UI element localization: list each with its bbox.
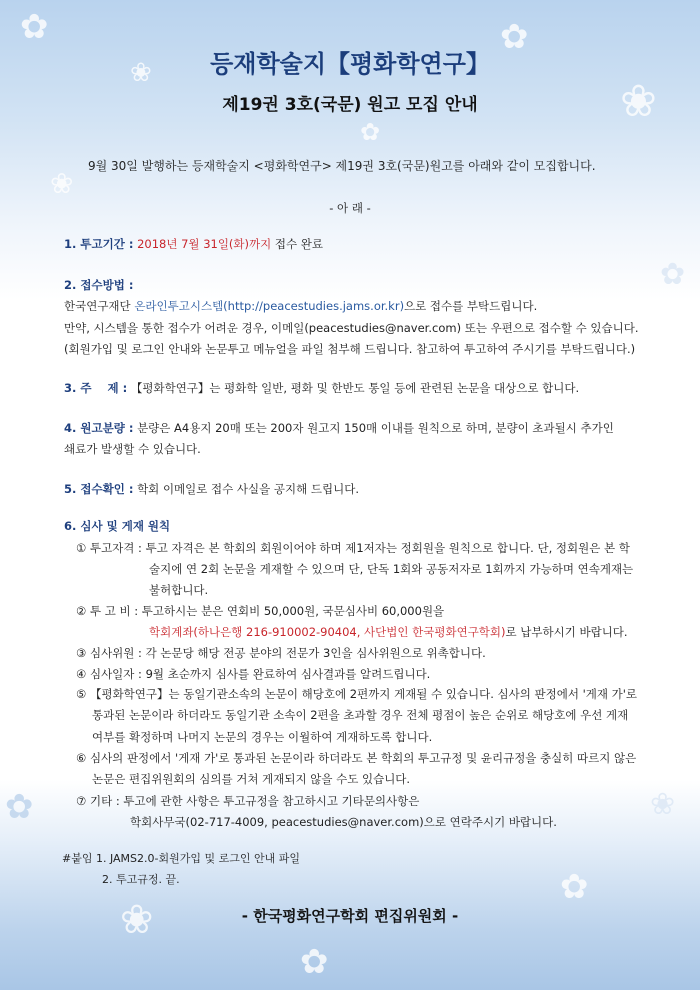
section-text: 접수 완료 [274,237,323,251]
document-subtitle: 제19권 3호(국문) 원고 모집 안내 [222,95,478,115]
section-label: 3. 주 제 : [64,381,128,395]
flower-icon: ✿ [560,867,589,907]
flower-icon: ✿ [360,118,381,146]
section-label: 4. 원고분량 : [64,421,134,435]
section-text: 분량은 A4용지 20매 또는 200자 원고지 150매 이내를 원칙으로 하며, 분량이 초과될시 추가인 [137,421,614,435]
review-item: ④ 심사일자 : 9월 초순까지 심사를 완료하여 심사결과를 알려드립니다. [76,667,431,681]
flower-icon: ❀ [620,76,657,127]
review-item: 여부를 확정하며 나머지 논문의 경우는 이월하여 게재하도록 합니다. [92,730,433,744]
section-label: 6. 심사 및 게재 원칙 [64,519,171,533]
attachment-item: 2. 투고규정. 끝. [102,873,180,886]
section-submission-period [64,236,323,252]
flower-icon: ❀ [650,787,676,822]
section-length [64,420,614,436]
flower-icon: ✿ [20,7,49,47]
submission-method-line: 만약, 시스템을 통한 접수가 어려운 경우, 이메일(peacestudies@naver.com) 또는 우편으로 접수할 수 있습니다. [64,321,639,335]
flower-icon: ❀ [120,897,154,943]
flower-icon: ✿ [500,17,529,57]
section-label: 2. 접수방법 : [64,278,134,292]
review-item: ⑦ 기타 : 투고에 관한 사항은 투고규정을 참고하시고 기타문의사항은 [76,794,420,808]
section-text: 한국연구재단 [64,299,131,313]
section-label: 5. 접수확인 : [64,482,134,496]
attachment-item: #붙임 1. JAMS2.0-회원가입 및 로그인 안내 파일 [62,852,300,865]
section-text: 학회 이메일로 접수 사실을 공지해 드립니다. [137,482,359,496]
section-label: 1. 투고기간 : [64,237,134,251]
flower-icon: ✿ [5,787,34,827]
section-text: 으로 접수를 부탁드립니다. [404,299,538,313]
section-text: 쇄료가 발생할 수 있습니다. [64,442,201,456]
review-item: ③ 심사위원 : 각 논문당 해당 전공 분야의 전문가 3인을 심사위원으로 위촉합니다. [76,646,486,660]
section-text: 【평화학연구】는 평화학 일반, 평화 및 한반도 통일 등에 관련된 논문을 대상으로 합니다. [130,381,580,395]
notice-label: - 아 래 - [329,201,371,215]
submission-method-line [64,298,537,314]
review-item: ⑤ 【평화학연구】는 동일기관소속의 논문이 해당호에 2편까지 게재될 수 있습니다. 심사의 판정에서 '게재 가'로 [76,687,638,701]
flower-icon: ❀ [50,167,74,200]
section-topic [64,380,579,396]
review-item [149,624,628,640]
review-item: 통과된 논문이라 하더라도 동일기관 소속이 2편을 초과할 경우 전체 평점이 높은 순위로 해당호에 우선 게재 [92,708,629,722]
review-item: ② 투 고 비 : 투고하시는 분은 연회비 50,000원, 국문심사비 60,000원을 [76,604,445,618]
flower-icon: ❀ [130,58,152,88]
review-item: ⑥ 심사의 판정에서 '게재 가'로 통과된 논문이라 하더라도 본 학회의 투고규정 및 윤리규정을 충실히 따르지 않은 [76,751,637,765]
intro-text: 9월 30일 발행하는 등재학술지 <평화학연구> 제19권 3호(국문)원고를 아래와 같이 모집합니다. [88,159,596,173]
document-title: 등재학술지【평화학연구】 [210,50,490,78]
flower-icon: ✿ [660,257,686,292]
review-item: 술지에 연 2회 논문을 게재할 수 있으며 단, 단독 1회와 공동저자로 1회까지 가능하며 연속게재는 [149,562,634,576]
footer-signature: - 한국평화연구학회 편집위원회 - [241,907,459,925]
review-item: 논문은 편집위원회의 심의를 거쳐 게재되지 않을 수도 있습니다. [92,772,411,786]
review-item: 학회사무국(02-717-4009, peacestudies@naver.com)으로 연락주시기 바랍니다. [130,815,557,829]
deadline: 2018년 7월 31일(화)까지 [137,237,272,251]
online-system-link[interactable]: 온라인투고시스템(http://peacestudies.jams.or.kr) [134,299,405,313]
bank-account: 학회계좌(하나은행 216-910002-90404, 사단법인 한국평화연구학회) [149,625,506,639]
review-item: 불허합니다. [149,583,209,597]
submission-method-line: (회원가입 및 로그인 안내와 논문투고 메뉴얼을 파일 첨부해 드립니다. 참고하여 투고하여 주시기를 부탁드립니다.) [64,342,636,356]
section-confirmation [64,481,359,497]
section-text: 로 납부하시기 바랍니다. [505,625,628,639]
review-item: ① 투고자격 : 투고 자격은 본 학회의 회원이어야 하며 제1저자는 정회원을 원칙으로 합니다. 단, 정회원은 본 학 [76,541,630,555]
flower-icon: ✿ [300,942,329,982]
